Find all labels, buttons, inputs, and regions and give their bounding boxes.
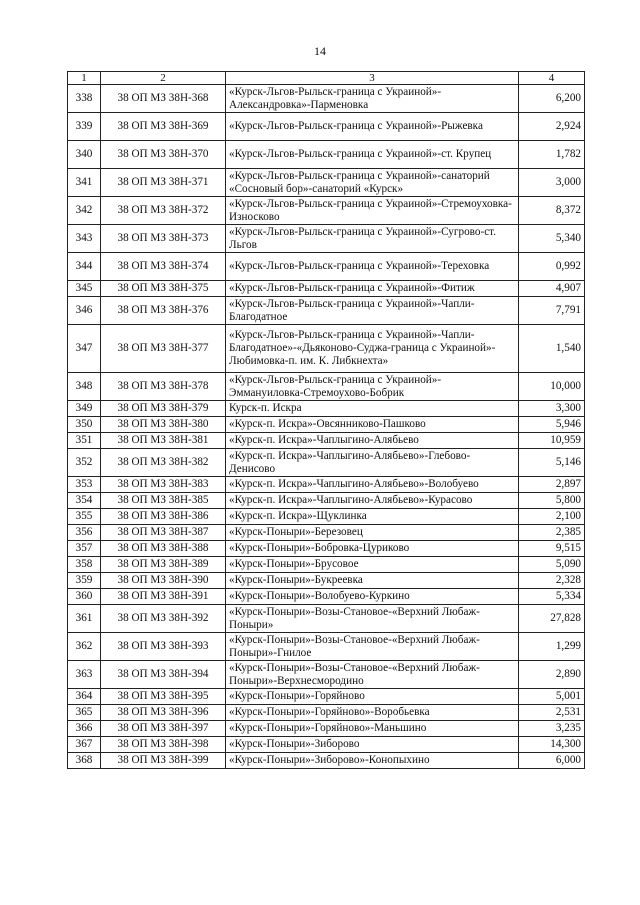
road-length: 5,800 <box>519 493 585 509</box>
road-length: 3,235 <box>519 721 585 737</box>
table-row <box>68 605 585 633</box>
row-number: 362 <box>68 633 101 661</box>
table-row <box>68 493 585 509</box>
table-row <box>68 689 585 705</box>
road-name: Курск-п. Искра <box>226 401 519 417</box>
row-number: 365 <box>68 705 101 721</box>
road-length: 1,540 <box>519 325 585 373</box>
road-length: 5,946 <box>519 417 585 433</box>
row-number: 361 <box>68 605 101 633</box>
road-length: 5,334 <box>519 589 585 605</box>
row-number: 355 <box>68 509 101 525</box>
road-id: 38 ОП МЗ 38Н-374 <box>101 253 226 281</box>
row-number: 341 <box>68 169 101 197</box>
road-length: 2,531 <box>519 705 585 721</box>
road-id: 38 ОП МЗ 38Н-392 <box>101 605 226 633</box>
table-row <box>68 253 585 281</box>
road-name: «Курск-Льгов-Рыльск-граница с Украиной»-Чапли-Благодатное <box>226 297 519 325</box>
road-id: 38 ОП МЗ 38Н-385 <box>101 493 226 509</box>
road-id: 38 ОП МЗ 38Н-391 <box>101 589 226 605</box>
road-length: 5,090 <box>519 557 585 573</box>
road-id: 38 ОП МЗ 38Н-379 <box>101 401 226 417</box>
page-number: 14 <box>314 44 326 58</box>
road-name: «Курск-Льгов-Рыльск-граница с Украиной»-Фитиж <box>226 281 519 297</box>
row-number: 360 <box>68 589 101 605</box>
row-number: 364 <box>68 689 101 705</box>
road-id: 38 ОП МЗ 38Н-399 <box>101 753 226 769</box>
table-header <box>68 72 585 85</box>
road-id: 38 ОП МЗ 38Н-375 <box>101 281 226 297</box>
row-number: 363 <box>68 661 101 689</box>
road-id: 38 ОП МЗ 38Н-370 <box>101 141 226 169</box>
road-length: 10,000 <box>519 373 585 401</box>
road-length: 7,791 <box>519 297 585 325</box>
row-number: 340 <box>68 141 101 169</box>
road-name: «Курск-Поныри»-Возы-Становое-«Верхний Любаж-Поныри»-Верхнесмородино <box>226 661 519 689</box>
road-id: 38 ОП МЗ 38Н-382 <box>101 449 226 477</box>
road-name: «Курск-Льгов-Рыльск-граница с Украиной»-Чапли-Благодатное»-«Дьяконово-Суджа-граница с Украиной»-Любимовка-п. им. К. Либкнехта» <box>226 325 519 373</box>
road-id: 38 ОП МЗ 38Н-394 <box>101 661 226 689</box>
road-id: 38 ОП МЗ 38Н-377 <box>101 325 226 373</box>
table-row <box>68 401 585 417</box>
road-name: «Курск-Поныри»-Букреевка <box>226 573 519 589</box>
road-name: «Курск-п. Искра»-Чаплыгино-Алябьево <box>226 433 519 449</box>
table-row <box>68 169 585 197</box>
road-id: 38 ОП МЗ 38Н-386 <box>101 509 226 525</box>
road-length: 2,890 <box>519 661 585 689</box>
table-row <box>68 721 585 737</box>
table-row <box>68 281 585 297</box>
road-id: 38 ОП МЗ 38Н-368 <box>101 85 226 113</box>
column-header-1: 1 <box>68 72 101 85</box>
road-length: 1,782 <box>519 141 585 169</box>
road-length: 14,300 <box>519 737 585 753</box>
road-id: 38 ОП МЗ 38Н-390 <box>101 573 226 589</box>
row-number: 354 <box>68 493 101 509</box>
row-number: 351 <box>68 433 101 449</box>
row-number: 342 <box>68 197 101 225</box>
road-length: 0,992 <box>519 253 585 281</box>
road-id: 38 ОП МЗ 38Н-387 <box>101 525 226 541</box>
row-number: 338 <box>68 85 101 113</box>
road-name: «Курск-п. Искра»-Чаплыгино-Алябьево»-Глебово-Денисово <box>226 449 519 477</box>
road-id: 38 ОП МЗ 38Н-393 <box>101 633 226 661</box>
road-name: «Курск-Льгов-Рыльск-граница с Украиной»-Тереховка <box>226 253 519 281</box>
table-row <box>68 573 585 589</box>
row-number: 358 <box>68 557 101 573</box>
road-name: «Курск-Поныри»-Березовец <box>226 525 519 541</box>
table-row <box>68 297 585 325</box>
table-row <box>68 373 585 401</box>
road-id: 38 ОП МЗ 38Н-380 <box>101 417 226 433</box>
road-length: 3,300 <box>519 401 585 417</box>
road-name: «Курск-Поныри»-Волобуево-Куркино <box>226 589 519 605</box>
road-name: «Курск-Льгов-Рыльск-граница с Украиной»-санаторий «Сосновый бор»-санаторий «Курск» <box>226 169 519 197</box>
table-row <box>68 525 585 541</box>
table-row <box>68 509 585 525</box>
table-row <box>68 705 585 721</box>
table-row <box>68 589 585 605</box>
table-row <box>68 557 585 573</box>
row-number: 356 <box>68 525 101 541</box>
road-name: «Курск-п. Искра»-Щуклинка <box>226 509 519 525</box>
road-id: 38 ОП МЗ 38Н-389 <box>101 557 226 573</box>
road-name: «Курск-Поныри»-Горяйново <box>226 689 519 705</box>
table-row <box>68 141 585 169</box>
table-row <box>68 417 585 433</box>
row-number: 346 <box>68 297 101 325</box>
row-number: 353 <box>68 477 101 493</box>
roads-table <box>67 71 585 769</box>
road-length: 2,385 <box>519 525 585 541</box>
row-number: 359 <box>68 573 101 589</box>
road-length: 5,001 <box>519 689 585 705</box>
road-name: «Курск-Льгов-Рыльск-граница с Украиной»-ст. Крупец <box>226 141 519 169</box>
row-number: 357 <box>68 541 101 557</box>
row-number: 348 <box>68 373 101 401</box>
road-length: 5,146 <box>519 449 585 477</box>
road-length: 2,897 <box>519 477 585 493</box>
table-row <box>68 197 585 225</box>
table-row <box>68 753 585 769</box>
road-id: 38 ОП МЗ 38Н-395 <box>101 689 226 705</box>
road-id: 38 ОП МЗ 38Н-376 <box>101 297 226 325</box>
row-number: 367 <box>68 737 101 753</box>
row-number: 366 <box>68 721 101 737</box>
road-id: 38 ОП МЗ 38Н-398 <box>101 737 226 753</box>
road-name: «Курск-Поныри»-Брусовое <box>226 557 519 573</box>
table-row <box>68 633 585 661</box>
road-name: «Курск-Поныри»-Горяйново»-Воробьевка <box>226 705 519 721</box>
road-name: «Курск-Поныри»-Зиборово»-Конопыхино <box>226 753 519 769</box>
road-id: 38 ОП МЗ 38Н-388 <box>101 541 226 557</box>
road-name: «Курск-п. Искра»-Овсянниково-Пашково <box>226 417 519 433</box>
row-number: 347 <box>68 325 101 373</box>
road-id: 38 ОП МЗ 38Н-371 <box>101 169 226 197</box>
table-row <box>68 325 585 373</box>
road-length: 2,100 <box>519 509 585 525</box>
road-name: «Курск-Льгов-Рыльск-граница с Украиной»-Сугрово-ст. Льгов <box>226 225 519 253</box>
road-name: «Курск-Поныри»-Бобровка-Цуриково <box>226 541 519 557</box>
table-row <box>68 541 585 557</box>
road-length: 9,515 <box>519 541 585 557</box>
table-row <box>68 449 585 477</box>
road-name: «Курск-Поныри»-Зиборово <box>226 737 519 753</box>
row-number: 339 <box>68 113 101 141</box>
road-length: 2,924 <box>519 113 585 141</box>
road-name: «Курск-Льгов-Рыльск-граница с Украиной»-Эммануиловка-Стремоухово-Бобрик <box>226 373 519 401</box>
column-header-2: 2 <box>101 72 226 85</box>
row-number: 343 <box>68 225 101 253</box>
table-row <box>68 737 585 753</box>
road-id: 38 ОП МЗ 38Н-397 <box>101 721 226 737</box>
road-length: 10,959 <box>519 433 585 449</box>
road-name: «Курск-Поныри»-Горяйново»-Маньшино <box>226 721 519 737</box>
table-row <box>68 85 585 113</box>
row-number: 368 <box>68 753 101 769</box>
road-length: 27,828 <box>519 605 585 633</box>
road-name: «Курск-Льгов-Рыльск-граница с Украиной»-Стремоуховка-Износково <box>226 197 519 225</box>
column-header-4: 4 <box>519 72 585 85</box>
road-length: 3,000 <box>519 169 585 197</box>
road-length: 1,299 <box>519 633 585 661</box>
road-length: 8,372 <box>519 197 585 225</box>
road-length: 2,328 <box>519 573 585 589</box>
road-length: 5,340 <box>519 225 585 253</box>
road-id: 38 ОП МЗ 38Н-369 <box>101 113 226 141</box>
row-number: 349 <box>68 401 101 417</box>
road-name: «Курск-Поныри»-Возы-Становое-«Верхний Любаж-Поныри» <box>226 605 519 633</box>
table-row <box>68 661 585 689</box>
road-name: «Курск-Поныри»-Возы-Становое-«Верхний Любаж-Поныри»-Гнилое <box>226 633 519 661</box>
column-header-3: 3 <box>226 72 519 85</box>
road-length: 6,000 <box>519 753 585 769</box>
table-row <box>68 225 585 253</box>
road-name: «Курск-Льгов-Рыльск-граница с Украиной»-Александровка»-Парменовка <box>226 85 519 113</box>
table-row <box>68 113 585 141</box>
road-id: 38 ОП МЗ 38Н-378 <box>101 373 226 401</box>
road-name: «Курск-п. Искра»-Чаплыгино-Алябьево»-Волобуево <box>226 477 519 493</box>
row-number: 344 <box>68 253 101 281</box>
table-row <box>68 477 585 493</box>
row-number: 345 <box>68 281 101 297</box>
road-id: 38 ОП МЗ 38Н-383 <box>101 477 226 493</box>
road-length: 6,200 <box>519 85 585 113</box>
road-id: 38 ОП МЗ 38Н-396 <box>101 705 226 721</box>
road-name: «Курск-п. Искра»-Чаплыгино-Алябьево»-Курасово <box>226 493 519 509</box>
row-number: 350 <box>68 417 101 433</box>
road-id: 38 ОП МЗ 38Н-381 <box>101 433 226 449</box>
table-body <box>68 85 585 769</box>
road-name: «Курск-Льгов-Рыльск-граница с Украиной»-Рыжевка <box>226 113 519 141</box>
road-length: 4,907 <box>519 281 585 297</box>
road-id: 38 ОП МЗ 38Н-372 <box>101 197 226 225</box>
table-row <box>68 433 585 449</box>
road-id: 38 ОП МЗ 38Н-373 <box>101 225 226 253</box>
row-number: 352 <box>68 449 101 477</box>
